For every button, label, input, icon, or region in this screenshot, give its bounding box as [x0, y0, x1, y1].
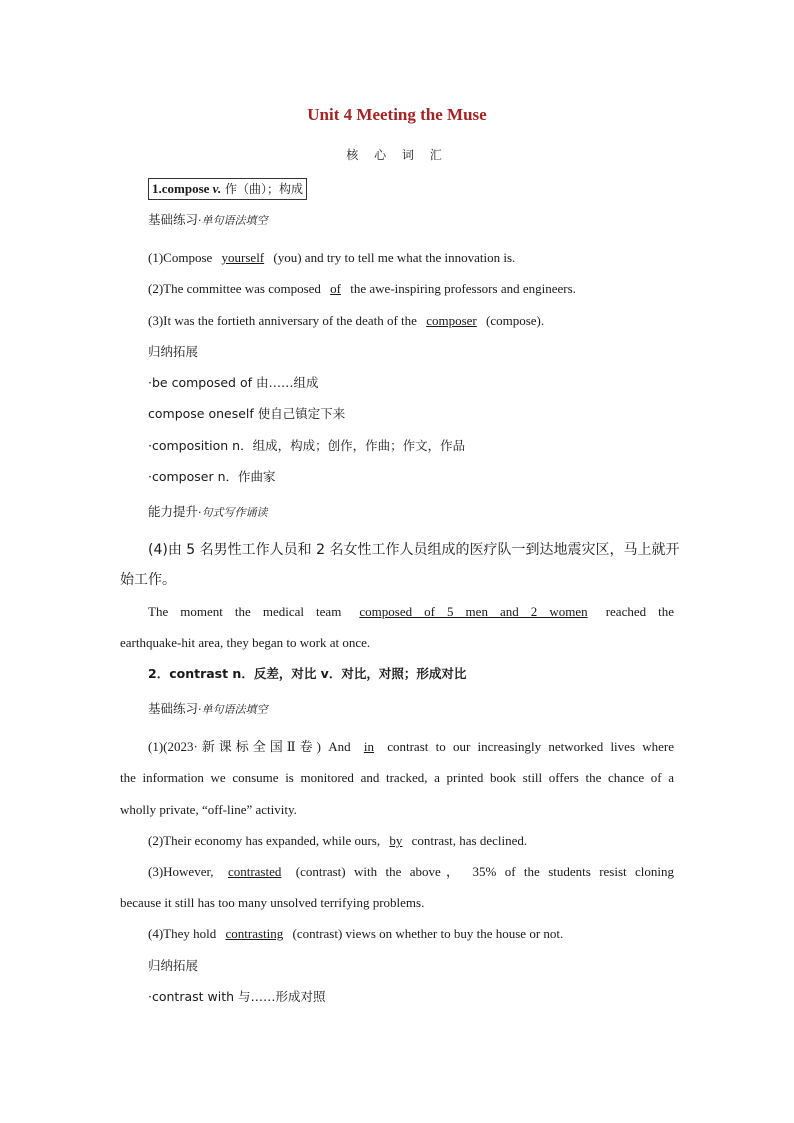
section-subtitle: 核 心 词 汇: [346, 148, 448, 162]
entry2-q1-line3: wholly private, “off-line” activity.: [120, 802, 297, 817]
entry1-heading-box: 1.compose v. 作（曲）；构成: [148, 178, 307, 200]
entry1-advance-label: 能力提升·句式写作诵读: [148, 504, 268, 519]
page-title: Unit 4 Meeting the Muse: [307, 105, 487, 124]
answer-blank: in: [363, 739, 374, 754]
entry2-summary-1: ·contrast with 与……形成对照: [148, 989, 326, 1004]
answer-blank: of: [330, 281, 342, 296]
entry1-q1: (1)Compose yourself (you) and try to tell me what the innovation is.: [148, 250, 516, 265]
entry1-summary-1: ·be composed of 由……组成: [148, 375, 319, 390]
entry1-q4-en-line2: earthquake-hit area, they began to work at once.: [120, 635, 371, 650]
entry1-heading: [148, 178, 674, 200]
answer-blank: yourself: [221, 250, 265, 265]
entry1-summary-3: ·composition n．组成，构成；创作，作曲；作文，作品: [148, 438, 466, 453]
entry2-basic-label: 基础练习·单句语法填空: [148, 701, 268, 716]
entry1-summary-label: 归纳拓展: [148, 344, 199, 359]
answer-blank: contrasting: [225, 926, 284, 941]
entry1-q4-cn-line1: (4)由 5 名男性工作人员和 2 名女性工作人员组成的医疗队一到达地震灾区，马上就开: [148, 542, 680, 558]
answer-blank: composer: [426, 313, 477, 328]
entry2-q1-line1: (1)(2023·新课标全国Ⅱ卷) And in contrast to our increasingly networked lives where: [148, 739, 675, 754]
answer-blank: by: [389, 833, 403, 848]
entry2-q3-line1: (3)However, contrasted (contrast) with the above， 35% of the students resist cloning: [148, 864, 675, 879]
entry1-q4-en-line1: The moment the medical team composed of 5 men and 2 women reached the: [148, 604, 675, 619]
entry2-q1-line2: the information we consume is monitored and tracked, a printed book still offers the chance of a: [120, 770, 674, 785]
entry1-q2: (2)The committee was composed of the awe-inspiring professors and engineers.: [148, 281, 576, 296]
entry2-q3-line2: because it still has too many unsolved terrifying problems.: [120, 895, 425, 910]
answer-blank: composed of 5 men and 2 women: [359, 604, 588, 619]
entry1-summary-4: ·composer n．作曲家: [148, 469, 276, 484]
entry1-q3: (3)It was the fortieth anniversary of the death of the composer (compose).: [148, 313, 545, 328]
entry2-heading: 2．contrast n．反差，对比 v．对比，对照；形成对比: [148, 666, 467, 681]
entry1-basic-label: 基础练习·单句语法填空: [148, 212, 268, 227]
entry1-summary-2: compose oneself 使自己镇定下来: [148, 406, 346, 421]
entry2-q2: (2)Their economy has expanded, while ours, by contrast, has declined.: [148, 833, 528, 848]
entry2-summary-label: 归纳拓展: [148, 958, 199, 973]
answer-blank: contrasted: [227, 864, 282, 879]
entry2-q4: (4)They hold contrasting (contrast) views on whether to buy the house or not.: [148, 926, 564, 941]
entry1-q4-cn-line2: 始工作。: [120, 572, 176, 588]
